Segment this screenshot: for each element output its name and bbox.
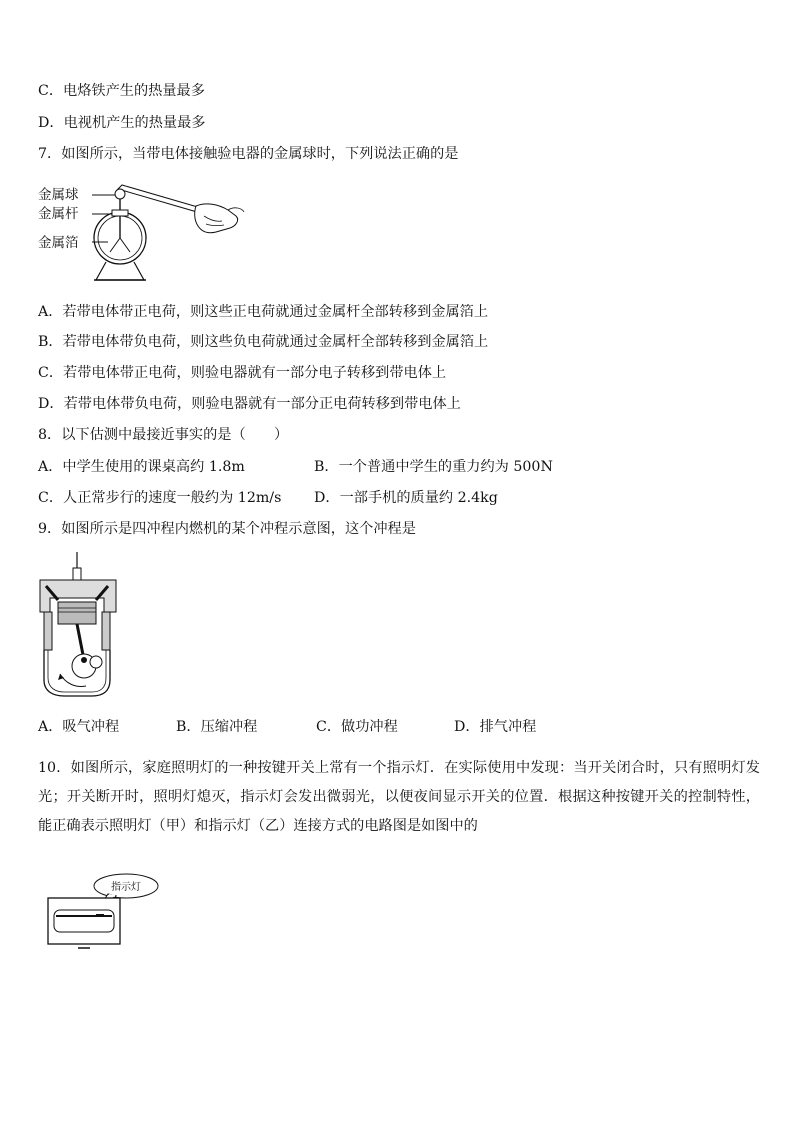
switch-figure — [44, 870, 164, 952]
q9-option-a: A．吸气冲程 — [38, 719, 120, 735]
q7-option-c: C．若带电体带正电荷，则验电器就有一部分电子转移到带电体上 — [38, 365, 447, 381]
q8-option-c: C．人正常步行的速度一般约为 12m/s — [38, 490, 282, 506]
q8-option-b: B．一个普通中学生的重力约为 500N — [314, 459, 553, 475]
q7-option-d: D．若带电体带负电荷，则验电器就有一部分正电荷转移到带电体上 — [38, 396, 461, 412]
label-metal-rod: 金属杆 — [38, 206, 79, 222]
q6-option-d: D．电视机产生的热量最多 — [38, 115, 206, 131]
q7-option-a: A．若带电体带正电荷，则这些正电荷就通过金属杆全部转移到金属箔上 — [38, 304, 489, 320]
q9-option-d: D．排气冲程 — [454, 719, 537, 735]
q9-option-b: B．压缩冲程 — [176, 719, 258, 735]
q10-stem: 10．如图所示，家庭照明灯的一种按键开关上常有一个指示灯．在实际使用中发现：当开关闭合时，只有照明灯发光；开关断开时，照明灯熄灭，指示灯会发出微弱光，以便夜间显示开关的位置．根据这种按键开关的控制特性，能正确表示照明灯（甲）和指示灯（乙）连接方式的电路图是如图中的 — [38, 760, 760, 834]
engine-figure — [36, 550, 126, 700]
q9-option-c: C．做功冲程 — [316, 719, 398, 735]
label-indicator-light: 指示灯 — [111, 882, 141, 893]
q9-stem: 9．如图所示是四冲程内燃机的某个冲程示意图，这个冲程是 — [38, 521, 416, 537]
q7-option-b: B．若带电体带负电荷，则这些负电荷就通过金属杆全部转移到金属箔上 — [38, 334, 489, 350]
q8-option-d: D．一部手机的质量约 2.4kg — [314, 490, 498, 506]
label-metal-foil: 金属箔 — [38, 235, 79, 251]
q7-stem: 7．如图所示，当带电体接触验电器的金属球时，下列说法正确的是 — [38, 146, 459, 162]
electroscope-figure — [36, 176, 246, 284]
q8-stem: 8．以下估测中最接近事实的是（ ） — [38, 427, 289, 443]
q8-option-a: A．中学生使用的课桌高约 1.8m — [38, 459, 245, 475]
q6-option-c: C．电烙铁产生的热量最多 — [38, 83, 205, 99]
label-metal-ball: 金属球 — [38, 187, 79, 203]
